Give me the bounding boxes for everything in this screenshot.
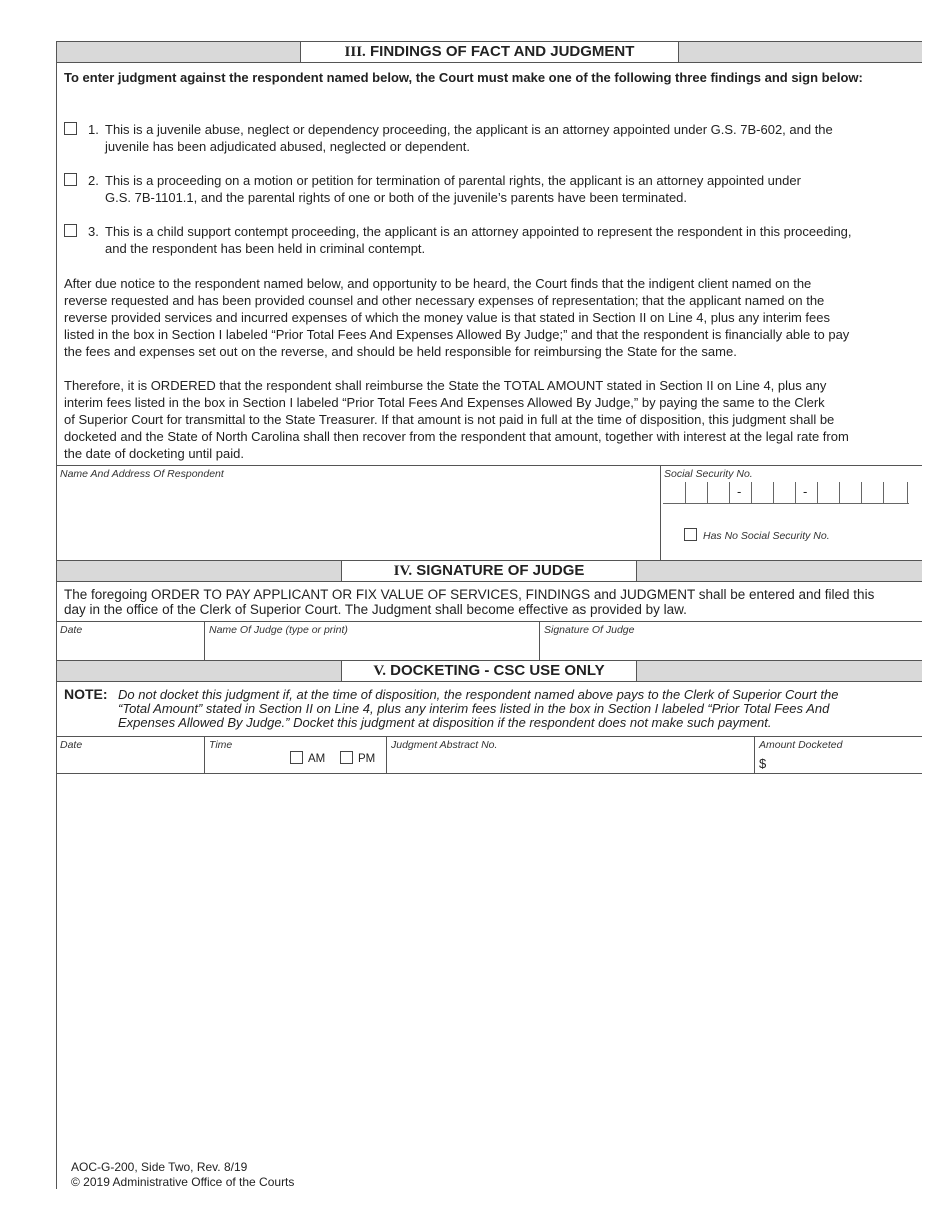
judge-text-line-1: The foregoing ORDER TO PAY APPLICANT OR FIX VALUE OF SERVICES, FINDINGS and JUDGMENT shall be entered and filed this	[64, 587, 875, 602]
ssn-cell-divider	[883, 482, 884, 504]
note-line-1: Do not docket this judgment if, at the time of disposition, the respondent named above pays to the Clerk of Superior Court the	[118, 687, 839, 702]
ssn-cell-divider	[685, 482, 686, 504]
amount-docketed-field[interactable]	[772, 751, 919, 771]
form-id: AOC-G-200, Side Two, Rev. 8/19	[71, 1160, 248, 1174]
finding-3-number: 3.	[88, 224, 99, 239]
section-v-title-text: DOCKETING - CSC USE ONLY	[390, 662, 605, 679]
section-iv-roman: IV.	[393, 563, 413, 579]
section-iii-roman: III.	[344, 44, 366, 60]
currency-symbol: $	[759, 756, 767, 771]
ssn-cell-divider	[729, 482, 730, 504]
ssn-cell-divider	[907, 482, 908, 504]
finding-3-line1: This is a child support contempt proceeding, the applicant is an attorney appointed to represent the respondent in this proceeding,	[105, 224, 852, 239]
ssn-label: Social Security No.	[664, 468, 753, 480]
no-ssn-checkbox[interactable]	[684, 528, 697, 541]
findings-paragraph-line-1: After due notice to the respondent named below, and opportunity to be heard, the Court finds that the indigent client named on the	[64, 276, 812, 291]
docket-row-divider-1	[204, 736, 205, 773]
section-iii-title-text: FINDINGS OF FACT AND JUDGMENT	[369, 43, 635, 60]
respondent-box-top	[56, 465, 922, 466]
ssn-cell-divider	[707, 482, 708, 504]
copyright: © 2019 Administrative Office of the Courts	[71, 1175, 295, 1189]
section-iv-title-text: SIGNATURE OF JUDGE	[416, 562, 585, 579]
finding-1-checkbox[interactable]	[64, 122, 77, 135]
pm-label: PM	[358, 753, 376, 765]
note-label: NOTE:	[64, 686, 108, 702]
judge-signature-label: Signature Of Judge	[544, 624, 635, 636]
finding-2-checkbox[interactable]	[64, 173, 77, 186]
order-paragraph-line-4: docketed and the State of North Carolina shall then recover from the respondent that amount, together with interest at the legal rate from	[64, 429, 849, 444]
finding-3-checkbox[interactable]	[64, 224, 77, 237]
am-label: AM	[308, 753, 326, 765]
note-line-3: Expenses Allowed By Judge.” Docket this judgment at disposition if the respondent does not make such payment.	[118, 715, 772, 730]
finding-2-line2: G.S. 7B-1101.1, and the parental rights of one or both of the juvenile’s parents have been terminated.	[105, 190, 688, 205]
findings-paragraph-line-3: reverse provided services and incurred expenses of which the money value is that stated in Section II on Line 4, plus any interim fees	[64, 310, 830, 325]
finding-1-number: 1.	[88, 122, 99, 137]
ssn-cell-divider	[817, 482, 818, 504]
findings-paragraph-line-5: the fees and expenses set out on the reverse, and should be held responsible for reimbursing the State for the same.	[64, 344, 737, 359]
judge-date-field[interactable]	[57, 636, 202, 658]
docket-date-label: Date	[60, 739, 83, 751]
judgment-abstract-label: Judgment Abstract No.	[391, 739, 498, 751]
section-iii-intro: To enter judgment against the respondent named below, the Court must make one of the following three findings and sign below:	[64, 70, 863, 85]
note-line-2: “Total Amount” stated in Section II on Line 4, plus any interim fees listed in the box in Section I labeled “Prior Total Fees And	[118, 701, 830, 716]
section-v-title	[341, 660, 637, 682]
judge-text-line-2: day in the office of the Clerk of Superior Court. The Judgment shall become effective as provided by law.	[64, 602, 687, 617]
finding-2-number: 2.	[88, 173, 99, 188]
judge-signature-field[interactable]	[541, 636, 919, 658]
judge-name-label: Name Of Judge (type or print)	[209, 624, 348, 636]
section-iv-header	[57, 560, 922, 582]
finding-2-line1: This is a proceeding on a motion or petition for termination of parental rights, the applicant is an attorney appointed under	[105, 173, 801, 188]
ssn-dash-1: -	[737, 484, 742, 499]
judge-row-divider-1	[204, 621, 205, 660]
ssn-cell-divider	[861, 482, 862, 504]
finding-1-line1: This is a juvenile abuse, neglect or dependency proceeding, the applicant is an attorney appointed under G.S. 7B-602, and the	[105, 122, 833, 137]
no-ssn-label: Has No Social Security No.	[703, 530, 830, 542]
amount-docketed-label: Amount Docketed	[759, 739, 843, 751]
docket-date-field[interactable]	[57, 751, 202, 771]
ssn-cell-divider	[751, 482, 752, 504]
left-border	[56, 41, 57, 1189]
ssn-cell-divider	[839, 482, 840, 504]
ssn-dash-2: -	[803, 484, 808, 499]
order-paragraph-line-3: of Superior Court for transmittal to the State Treasurer. If that amount is not paid in full at the time of disposition, this judgment shall be	[64, 412, 835, 427]
docket-row-divider-2	[386, 736, 387, 773]
ssn-cell-divider	[773, 482, 774, 504]
section-iii-title	[300, 41, 679, 63]
ssn-cell-divider	[795, 482, 796, 504]
respondent-box-divider	[660, 465, 661, 560]
judge-date-label: Date	[60, 624, 83, 636]
finding-1-line2: juvenile has been adjudicated abused, neglected or dependent.	[105, 139, 471, 154]
judge-name-field[interactable]	[206, 636, 536, 658]
ssn-baseline	[663, 503, 909, 504]
docket-time-label: Time	[209, 739, 233, 751]
ssn-field[interactable]	[663, 482, 909, 504]
section-iv-title	[341, 560, 637, 582]
pm-checkbox[interactable]	[340, 751, 353, 764]
docket-row-bottom	[56, 773, 922, 774]
finding-3-line2: and the respondent has been held in criminal contempt.	[105, 241, 426, 256]
section-iii-header	[57, 41, 922, 63]
judgment-abstract-field[interactable]	[389, 751, 751, 771]
docket-row-divider-3	[754, 736, 755, 773]
order-paragraph-line-5: the date of docketing until paid.	[64, 446, 244, 461]
respondent-name-address-field[interactable]	[57, 482, 657, 558]
am-checkbox[interactable]	[290, 751, 303, 764]
findings-paragraph-line-2: reverse requested and has been provided counsel and other necessary expenses of representation; that the applicant named on the	[64, 293, 825, 308]
order-paragraph-line-2: interim fees listed in the box in Section I labeled “Prior Total Fees And Expenses Allowed By Judge,” by paying the same to the Clerk	[64, 395, 825, 410]
docket-row-top	[56, 736, 922, 737]
judge-row-top	[56, 621, 922, 622]
order-paragraph-line-1: Therefore, it is ORDERED that the respondent shall reimburse the State the TOTAL AMOUNT stated in Section II on Line 4, plus any	[64, 378, 827, 393]
judge-row-divider-2	[539, 621, 540, 660]
section-v-header	[57, 660, 922, 682]
section-v-roman: V.	[373, 663, 386, 679]
respondent-name-label: Name And Address Of Respondent	[60, 468, 224, 480]
findings-paragraph-line-4: listed in the box in Section I labeled “Prior Total Fees And Expenses Allowed By Judge;” and that the respondent is financially able to pay	[64, 327, 850, 342]
